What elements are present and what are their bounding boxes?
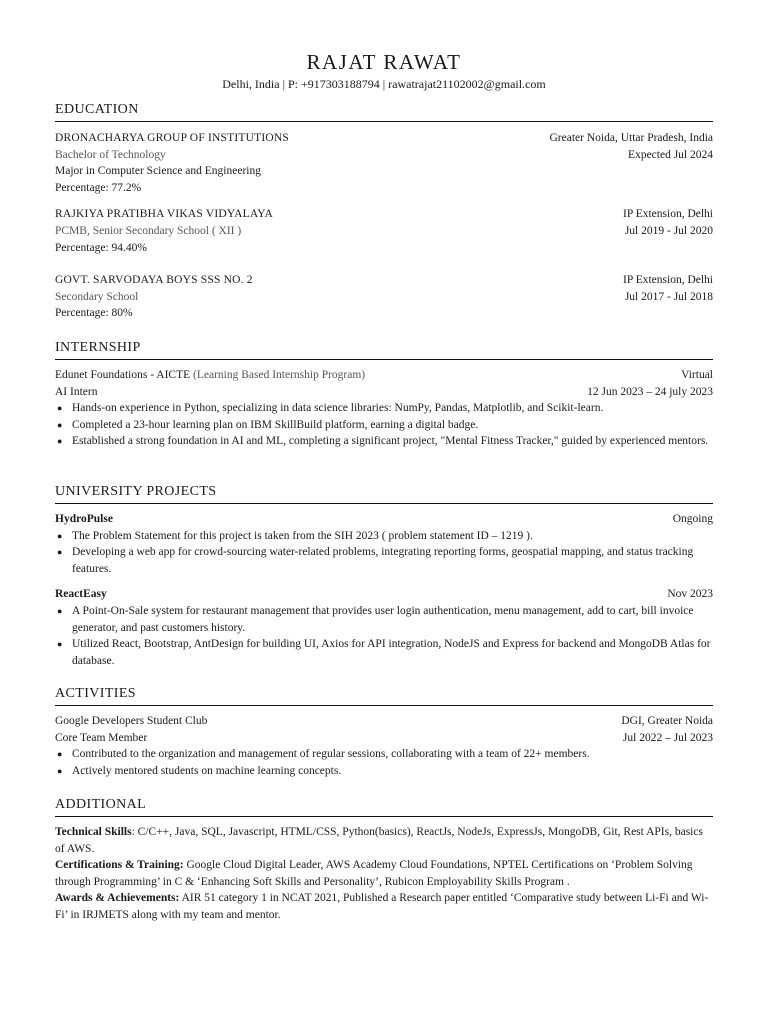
education-entry-1 xyxy=(55,130,713,196)
activity-role: Core Team Member xyxy=(55,731,148,744)
percentage: Percentage: 94.40% xyxy=(55,241,147,254)
activity-org: Google Developers Student Club xyxy=(55,715,208,727)
activity-bullets xyxy=(55,746,713,779)
projects-section xyxy=(55,483,713,669)
technical-skills-text: : C/C++, Java, SQL, Javascript, HTML/CSS, Python(basics), ReactJs, NodeJs, ExpressJs, MongoDB, Git, Rest APIs, basics of AWS. xyxy=(55,826,703,855)
list-item: ● Contributed to the organization and management of regular sessions, collaborating with a team of 22+ members. xyxy=(55,746,713,763)
section-divider xyxy=(55,816,713,817)
section-title-internship: INTERNSHIP xyxy=(55,340,141,355)
list-item: ● A Point-On-Sale system for restaurant management that provides user login authentication, menu management, add to cart, bill invoice generator, and past customers history. xyxy=(55,603,713,636)
activity-date: Jul 2022 – Jul 2023 xyxy=(622,731,713,744)
degree: Secondary School xyxy=(55,290,139,303)
internship-program: (Learning Based Internship Program) xyxy=(193,369,366,381)
project-entry-hydropulse xyxy=(55,511,713,577)
certifications xyxy=(55,857,713,890)
internship-role: AI Intern xyxy=(55,385,98,398)
education-date: Jul 2019 - Jul 2020 xyxy=(624,224,713,237)
education-entry-3 xyxy=(55,272,713,322)
project-entry-reacteasy xyxy=(55,586,713,669)
internship-date: 12 Jun 2023 – 24 july 2023 xyxy=(587,385,713,398)
list-item: ● Actively mentored students on machine learning concepts. xyxy=(55,763,713,780)
institution-name: RAJKIYA PRATIBHA VIKAS VIDYALAYA xyxy=(55,208,274,221)
project-name: ReactEasy xyxy=(55,588,107,601)
contact-line: Delhi, India | P: +917303188794 | rawatrajat21102002@gmail.com xyxy=(222,77,546,91)
additional-section xyxy=(55,796,713,924)
institution-location: IP Extension, Delhi xyxy=(623,274,713,287)
technical-skills-label: Technical Skills xyxy=(55,826,132,838)
section-title-projects: UNIVERSITY PROJECTS xyxy=(55,484,217,499)
major: Major in Computer Science and Engineering xyxy=(55,165,261,178)
institution-location: Greater Noida, Uttar Pradesh, India xyxy=(549,132,713,144)
institution-name: GOVT. SARVODAYA BOYS SSS NO. 2 xyxy=(55,274,253,287)
list-item: ● Developing a web app for crowd-sourcing water-related problems, integrating reporting forms, geospatial mapping, and status tracking features. xyxy=(55,544,713,577)
awards xyxy=(55,890,713,923)
project-bullets xyxy=(55,528,713,578)
list-item: ● Established a strong foundation in AI and ML, completing a significant project, "Mental Fitness Tracker," guided by experienced mentors. xyxy=(55,433,713,450)
internship-location: Virtual xyxy=(681,369,713,381)
section-divider xyxy=(55,121,713,122)
section-divider xyxy=(55,503,713,504)
list-item: ● Utilized React, Bootstrap, AntDesign for building UI, Axios for API integration, NodeJS and Express for backend and MongoDB Atlas for database. xyxy=(55,636,713,669)
certifications-label: Certifications & Training: xyxy=(55,859,184,872)
list-item: ● The Problem Statement for this project is taken from the SIH 2023 ( problem statement ID – 1219 ). xyxy=(55,528,713,545)
activities-section xyxy=(55,685,713,779)
section-divider xyxy=(55,359,713,360)
degree: Bachelor of Technology xyxy=(55,148,166,161)
internship-section xyxy=(55,339,713,450)
technical-skills xyxy=(55,824,713,857)
internship-entry xyxy=(55,367,713,450)
degree: PCMB, Senior Secondary School ( XII ) xyxy=(55,224,242,237)
project-bullets xyxy=(55,603,713,669)
institution-location: IP Extension, Delhi xyxy=(623,208,713,221)
project-date: Nov 2023 xyxy=(667,588,713,601)
internship-bullets xyxy=(55,400,713,450)
candidate-name: RAJAT RAWAT xyxy=(306,50,462,74)
percentage: Percentage: 77.2% xyxy=(55,181,142,194)
education-date: Jul 2017 - Jul 2018 xyxy=(624,290,713,303)
education-date: Expected Jul 2024 xyxy=(628,148,713,161)
list-item: ● Completed a 23-hour learning plan on IBM SkillBuild platform, earning a digital badge. xyxy=(55,417,713,434)
section-title-additional: ADDITIONAL xyxy=(55,797,147,812)
section-title-education: EDUCATION xyxy=(55,102,139,117)
project-status: Ongoing xyxy=(672,513,713,525)
activity-entry xyxy=(55,713,713,779)
internship-org: Edunet Foundations - AICTE xyxy=(55,369,191,381)
education-entry-2 xyxy=(55,206,713,256)
list-item: ● Hands-on experience in Python, specializing in data science libraries: NumPy, Pandas, Matplotlib, and Scikit-learn. xyxy=(55,400,713,417)
institution-name: DRONACHARYA GROUP OF INSTITUTIONS xyxy=(55,132,289,144)
awards-text: AIR 51 category 1 in NCAT 2021, Published a Research paper entitled ‘Comparative study between Li-Fi and Wi-Fi’ in IRJMETS along with my team and mentor. xyxy=(55,892,709,921)
section-divider xyxy=(55,705,713,706)
activity-location: DGI, Greater Noida xyxy=(621,715,713,727)
additional-entry xyxy=(55,824,713,924)
percentage: Percentage: 80% xyxy=(55,307,133,320)
section-title-activities: ACTIVITIES xyxy=(55,686,136,701)
resume-header xyxy=(0,50,768,93)
education-section xyxy=(55,101,713,322)
certifications-text: Google Cloud Digital Leader, AWS Academy Cloud Foundations, NPTEL Certifications on ‘Problem Solving through Programming’ in C & ‘Enhancing Soft Skills and Personality’, Rubicon Employability Skills Program . xyxy=(55,859,693,888)
project-name: HydroPulse xyxy=(55,513,113,525)
awards-label: Awards & Achievements: xyxy=(55,892,180,905)
